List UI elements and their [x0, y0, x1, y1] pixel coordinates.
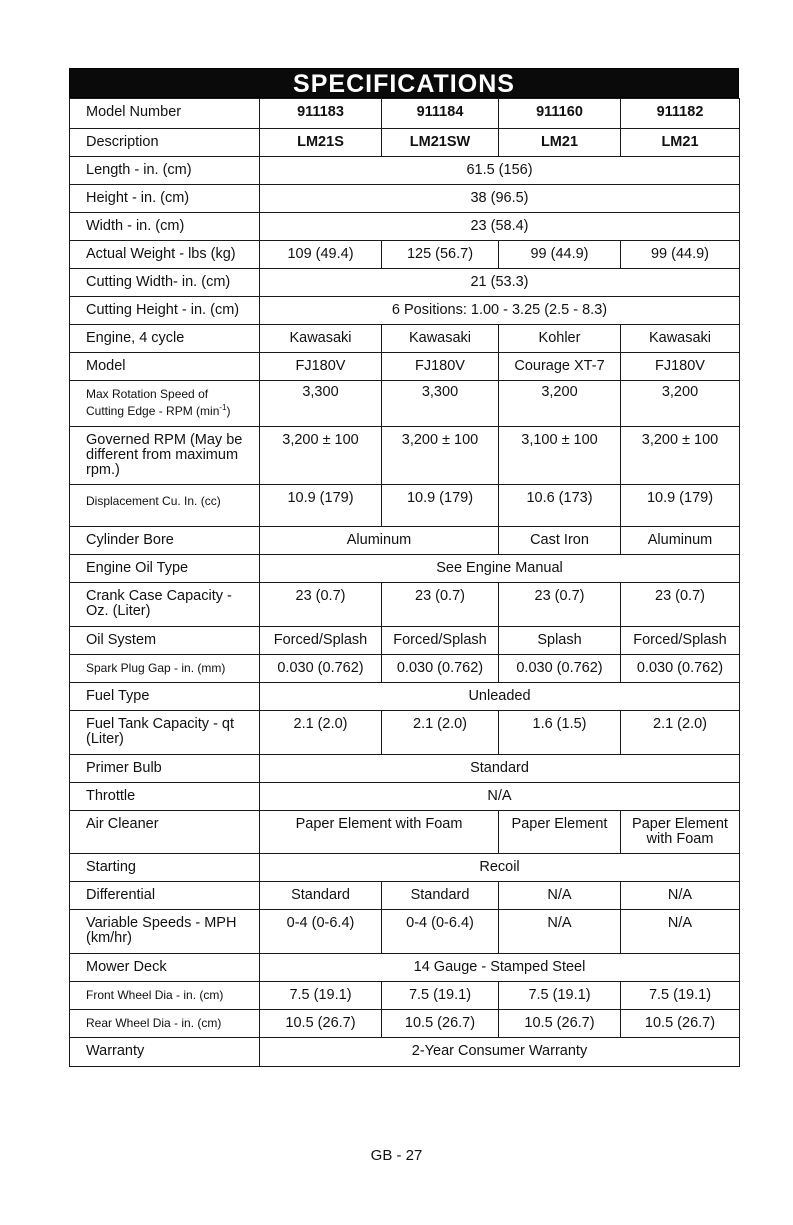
row-starting: [70, 854, 740, 882]
row-length: [70, 157, 740, 185]
spec-value: 99 (44.9): [621, 241, 740, 269]
row-crank-case-capacity: [70, 583, 740, 627]
spec-value: Standard: [260, 882, 382, 910]
spec-value: 0-4 (0-6.4): [382, 910, 499, 954]
row-mower-deck: [70, 954, 740, 982]
spec-value: Paper Element: [499, 811, 621, 854]
spec-value: 23 (0.7): [382, 583, 499, 627]
row-description: [70, 129, 740, 157]
row-label: Description: [70, 129, 260, 157]
spec-value: Standard: [382, 882, 499, 910]
row-fuel-type: [70, 683, 740, 711]
row-label: Spark Plug Gap - in. (mm): [70, 655, 260, 683]
row-label: Actual Weight - lbs (kg): [70, 241, 260, 269]
page-number: GB - 27: [370, 1147, 423, 1164]
row-label: Length - in. (cm): [70, 157, 260, 185]
spec-value: 2.1 (2.0): [382, 711, 499, 755]
spec-value: Aluminum: [621, 527, 740, 555]
row-cutting-height: [70, 297, 740, 325]
row-label: Governed RPM (May be different from maximum rpm.): [70, 427, 260, 485]
spec-value: Paper Element with Foam: [621, 811, 740, 854]
spec-value: Forced/Splash: [382, 627, 499, 655]
row-label-superscript: -1: [219, 403, 227, 412]
spec-value: Kohler: [499, 325, 621, 353]
row-rear-wheel: [70, 1010, 740, 1038]
spec-value: Cast Iron: [499, 527, 621, 555]
spec-value: FJ180V: [260, 353, 382, 381]
row-label: Warranty: [70, 1038, 260, 1067]
spec-value: 3,300: [260, 381, 382, 427]
row-actual-weight: [70, 241, 740, 269]
row-displacement: [70, 485, 740, 527]
row-label-line: ): [226, 404, 231, 418]
row-cutting-width: [70, 269, 740, 297]
row-label: Air Cleaner: [70, 811, 260, 854]
spec-value: 3,200 ± 100: [260, 427, 382, 485]
description-cell: LM21: [621, 129, 740, 157]
row-label: [70, 381, 260, 427]
row-spark-plug-gap: [70, 655, 740, 683]
spec-value: 10.5 (26.7): [382, 1010, 499, 1038]
spec-value: 7.5 (19.1): [260, 982, 382, 1010]
row-label: Width - in. (cm): [70, 213, 260, 241]
row-label: Starting: [70, 854, 260, 882]
spec-value: 21 (53.3): [260, 269, 740, 297]
spec-value: 99 (44.9): [499, 241, 621, 269]
spec-value: Unleaded: [260, 683, 740, 711]
row-label: Cutting Width- in. (cm): [70, 269, 260, 297]
spec-value: 6 Positions: 1.00 - 3.25 (2.5 - 8.3): [260, 297, 740, 325]
row-label: Variable Speeds - MPH (km/hr): [70, 910, 260, 954]
row-oil-system: [70, 627, 740, 655]
row-label: Crank Case Capacity - Oz. (Liter): [70, 583, 260, 627]
row-label: Engine, 4 cycle: [70, 325, 260, 353]
row-engine-oil-type: [70, 555, 740, 583]
spec-value: 2.1 (2.0): [260, 711, 382, 755]
row-front-wheel: [70, 982, 740, 1010]
row-max-rotation-speed: [70, 381, 740, 427]
row-primer-bulb: [70, 755, 740, 783]
row-engine-model: [70, 353, 740, 381]
spec-value: 3,200: [621, 381, 740, 427]
spec-value: 7.5 (19.1): [621, 982, 740, 1010]
spec-value: See Engine Manual: [260, 555, 740, 583]
row-label: Model Number: [70, 99, 260, 129]
spec-value: 0.030 (0.762): [260, 655, 382, 683]
spec-value: 2-Year Consumer Warranty: [260, 1038, 740, 1067]
row-label-line: Cutting Edge - RPM (min: [86, 404, 220, 418]
model-number-cell: 911183: [260, 99, 382, 129]
row-height: [70, 185, 740, 213]
specifications-table: [69, 98, 740, 1067]
row-label: Cutting Height - in. (cm): [70, 297, 260, 325]
spec-value: 7.5 (19.1): [382, 982, 499, 1010]
spec-value: Standard: [260, 755, 740, 783]
spec-value: 3,200 ± 100: [382, 427, 499, 485]
spec-value: Recoil: [260, 854, 740, 882]
row-label: Throttle: [70, 783, 260, 811]
row-label: Cylinder Bore: [70, 527, 260, 555]
spec-value: 10.9 (179): [260, 485, 382, 527]
spec-value: 0.030 (0.762): [621, 655, 740, 683]
spec-value: Forced/Splash: [621, 627, 740, 655]
row-cylinder-bore: [70, 527, 740, 555]
spec-value: N/A: [499, 910, 621, 954]
row-label: Rear Wheel Dia - in. (cm): [70, 1010, 260, 1038]
model-number-cell: 911182: [621, 99, 740, 129]
row-warranty: [70, 1038, 740, 1067]
spec-value: 3,200 ± 100: [621, 427, 740, 485]
spec-value: FJ180V: [621, 353, 740, 381]
spec-value: 0.030 (0.762): [499, 655, 621, 683]
spec-value: 125 (56.7): [382, 241, 499, 269]
model-number-cell: 911160: [499, 99, 621, 129]
row-width: [70, 213, 740, 241]
spec-value: Splash: [499, 627, 621, 655]
spec-value: 2.1 (2.0): [621, 711, 740, 755]
spec-value: 0-4 (0-6.4): [260, 910, 382, 954]
row-label: Fuel Type: [70, 683, 260, 711]
spec-value: Paper Element with Foam: [260, 811, 499, 854]
row-fuel-tank-capacity: [70, 711, 740, 755]
spec-value: 3,300: [382, 381, 499, 427]
row-label: Differential: [70, 882, 260, 910]
spec-value: 10.6 (173): [499, 485, 621, 527]
spec-value: 61.5 (156): [260, 157, 740, 185]
row-differential: [70, 882, 740, 910]
row-label: Front Wheel Dia - in. (cm): [70, 982, 260, 1010]
row-air-cleaner: [70, 811, 740, 854]
row-label: Mower Deck: [70, 954, 260, 982]
row-model-number: [70, 99, 740, 129]
spec-value: 38 (96.5): [260, 185, 740, 213]
spec-value: 1.6 (1.5): [499, 711, 621, 755]
spec-value: N/A: [499, 882, 621, 910]
spec-value: N/A: [621, 910, 740, 954]
specifications-table-block: [69, 68, 739, 1067]
row-variable-speeds: [70, 910, 740, 954]
spec-value: Forced/Splash: [260, 627, 382, 655]
spec-value: 10.9 (179): [382, 485, 499, 527]
spec-value: Courage XT-7: [499, 353, 621, 381]
spec-value: 109 (49.4): [260, 241, 382, 269]
spec-value: 3,100 ± 100: [499, 427, 621, 485]
spec-value: 23 (0.7): [499, 583, 621, 627]
spec-value: 23 (0.7): [621, 583, 740, 627]
description-cell: LM21: [499, 129, 621, 157]
description-cell: LM21S: [260, 129, 382, 157]
spec-value: 14 Gauge - Stamped Steel: [260, 954, 740, 982]
row-governed-rpm: [70, 427, 740, 485]
spec-value: 10.9 (179): [621, 485, 740, 527]
model-number-cell: 911184: [382, 99, 499, 129]
row-label-line: Max Rotation Speed of: [86, 387, 209, 401]
row-label: Model: [70, 353, 260, 381]
spec-value: 7.5 (19.1): [499, 982, 621, 1010]
row-label: Displacement Cu. In. (cc): [70, 485, 260, 527]
description-cell: LM21SW: [382, 129, 499, 157]
row-engine: [70, 325, 740, 353]
spec-value: 23 (0.7): [260, 583, 382, 627]
row-label: Primer Bulb: [70, 755, 260, 783]
spec-value: N/A: [260, 783, 740, 811]
spec-value: Kawasaki: [621, 325, 740, 353]
row-throttle: [70, 783, 740, 811]
spec-value: Aluminum: [260, 527, 499, 555]
spec-value: 23 (58.4): [260, 213, 740, 241]
row-label: Height - in. (cm): [70, 185, 260, 213]
row-label: Oil System: [70, 627, 260, 655]
row-label: Engine Oil Type: [70, 555, 260, 583]
spec-value: 10.5 (26.7): [621, 1010, 740, 1038]
spec-value: 0.030 (0.762): [382, 655, 499, 683]
spec-value: 10.5 (26.7): [499, 1010, 621, 1038]
spec-value: 10.5 (26.7): [260, 1010, 382, 1038]
spec-value: 3,200: [499, 381, 621, 427]
spec-value: Kawasaki: [260, 325, 382, 353]
spec-value: Kawasaki: [382, 325, 499, 353]
row-label: Fuel Tank Capacity - qt (Liter): [70, 711, 260, 755]
specifications-title: SPECIFICATIONS: [69, 68, 739, 98]
spec-value: N/A: [621, 882, 740, 910]
spec-value: FJ180V: [382, 353, 499, 381]
